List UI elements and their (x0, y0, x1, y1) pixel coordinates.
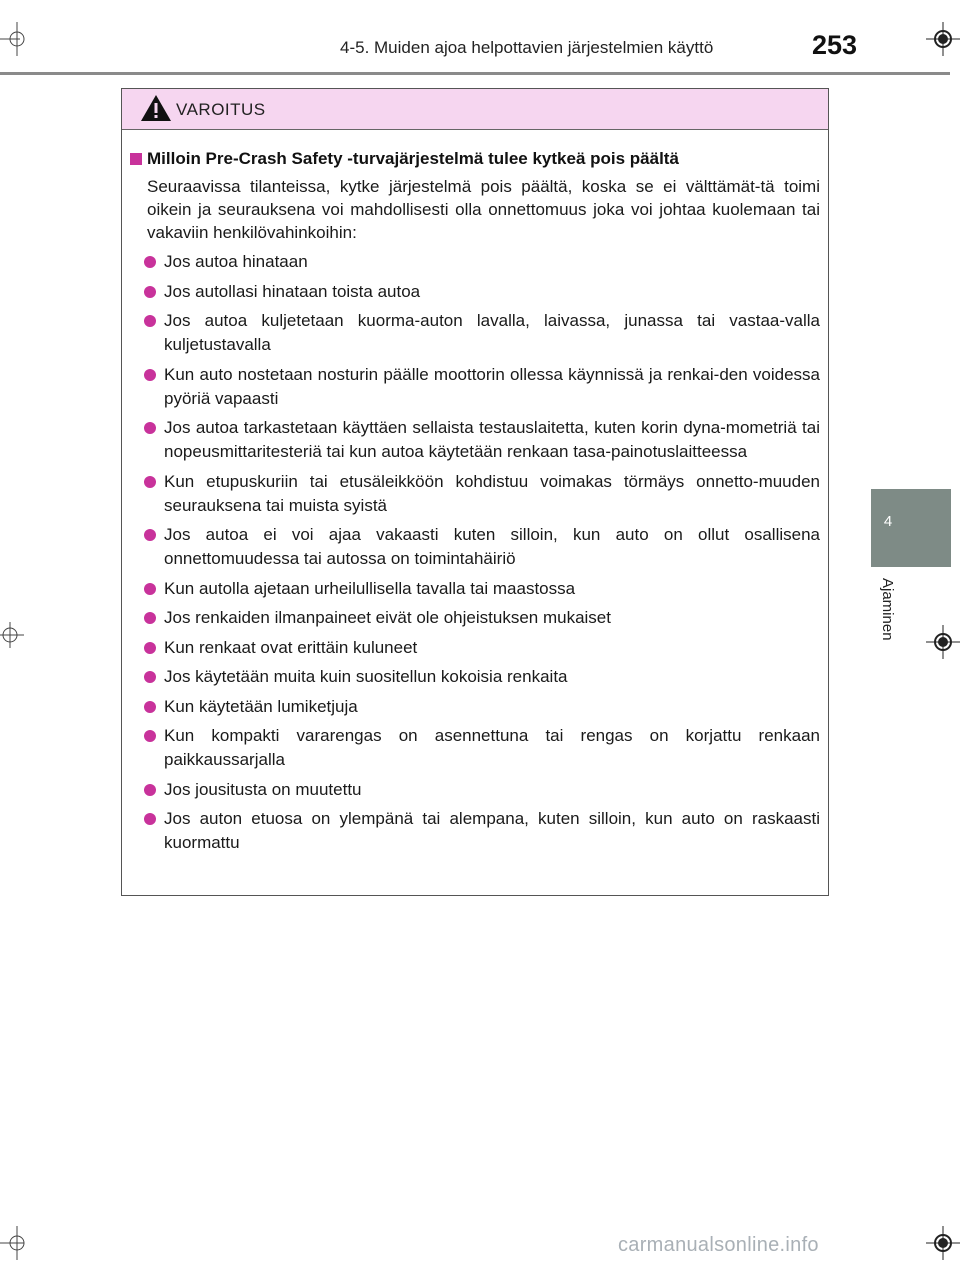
bullet-dot-icon (144, 612, 156, 624)
list-item: Jos käytetään muita kuin suositellun kokoisia renkaita (130, 665, 820, 689)
crop-mark-bottom-right (926, 1226, 960, 1260)
crop-mark-bottom-left (0, 1226, 34, 1260)
crop-mark-mid-left (0, 618, 34, 652)
intro-paragraph: Seuraavissa tilanteissa, kytke järjestelmä pois päältä, koska se ei välttämät-tä toimi oikein ja seurauksena voi mahdollisesti olla onnettomuus joka voi johtaa kuolemaan tai vakaviin henkilövahinkoihin: (147, 177, 820, 242)
page-number: 253 (812, 30, 858, 60)
running-header-title: 4-5. Muiden ajoa helpottavien järjestelmien käyttö (340, 38, 714, 57)
bullet-dot-icon (144, 286, 156, 298)
list-item: Jos autollasi hinataan toista autoa (130, 280, 820, 304)
bullet-dot-icon (144, 529, 156, 541)
warning-header (122, 89, 828, 130)
chapter-tab (871, 489, 951, 567)
bullet-dot-icon (144, 315, 156, 327)
bullet-dot-icon (144, 256, 156, 268)
bullet-dot-icon (144, 813, 156, 825)
section-heading (130, 148, 820, 170)
list-item: Kun kompakti vararengas on asennettuna tai rengas on korjattu renkaan paikkaussarjalla (130, 724, 820, 772)
bullet-dot-icon (144, 671, 156, 683)
list-item: Jos autoa hinataan (130, 250, 820, 274)
bullet-dot-icon (144, 422, 156, 434)
bullet-dot-icon (144, 642, 156, 654)
list-item: Kun autolla ajetaan urheilullisella tavalla tai maastossa (130, 577, 820, 601)
square-bullet-icon (130, 153, 142, 165)
chapter-label-text: Ajaminen (879, 578, 896, 641)
bullet-dot-icon (144, 730, 156, 742)
list-item: Jos jousitusta on muutettu (130, 778, 820, 802)
bullet-dot-icon (144, 583, 156, 595)
list-item: Kun renkaat ovat erittäin kuluneet (130, 636, 820, 660)
warning-body (122, 130, 828, 855)
bullet-dot-icon (144, 701, 156, 713)
list-item: Kun etupuskuriin tai etusäleikköön kohdistuu voimakas törmäys onnetto-muuden seurauksena tai muista syistä (130, 470, 820, 518)
header-rule (0, 72, 950, 75)
list-item: Kun auto nostetaan nosturin päälle moottorin ollessa käynnissä ja renkai-den voidessa pyöriä vapaasti (130, 363, 820, 411)
list-item: Jos auton etuosa on ylempänä tai alempana, kuten silloin, kun auto on raskaasti kuormattu (130, 807, 820, 855)
warning-title: VAROITUS (176, 100, 266, 119)
chapter-label (878, 578, 898, 658)
crop-mark-top-right (926, 22, 960, 56)
bullet-dot-icon (144, 476, 156, 488)
section-heading-text: Milloin Pre-Crash Safety -turvajärjestelmä tulee kytkeä pois päältä (147, 149, 679, 168)
bullet-dot-icon (144, 369, 156, 381)
crop-mark-top-left (0, 22, 34, 56)
list-item: Kun käytetään lumiketjuja (130, 695, 820, 719)
list-item: Jos autoa ei voi ajaa vakaasti kuten silloin, kun auto on ollut osallisena onnettomuudessa tai autossa on toimintahäiriö (130, 523, 820, 571)
list-item: Jos autoa tarkastetaan käyttäen sellaista testauslaitetta, kuten korin dyna-mometriä tai nopeusmittaritesteriä tai kun autoa käytetään renkaan tasa-painotuslaitteessa (130, 416, 820, 464)
list-item: Jos renkaiden ilmanpaineet eivät ole ohjeistuksen mukaiset (130, 606, 820, 630)
warning-triangle-icon (140, 94, 172, 122)
condition-list (130, 250, 820, 855)
watermark[interactable]: carmanualsonline.info (618, 1234, 819, 1256)
list-item: Jos autoa kuljetetaan kuorma-auton lavalla, laivassa, junassa tai vastaa-valla kuljetustavalla (130, 309, 820, 357)
crop-mark-mid-right (926, 625, 960, 659)
warning-box (121, 88, 829, 896)
chapter-tab-number: 4 (883, 513, 893, 530)
bullet-dot-icon (144, 784, 156, 796)
